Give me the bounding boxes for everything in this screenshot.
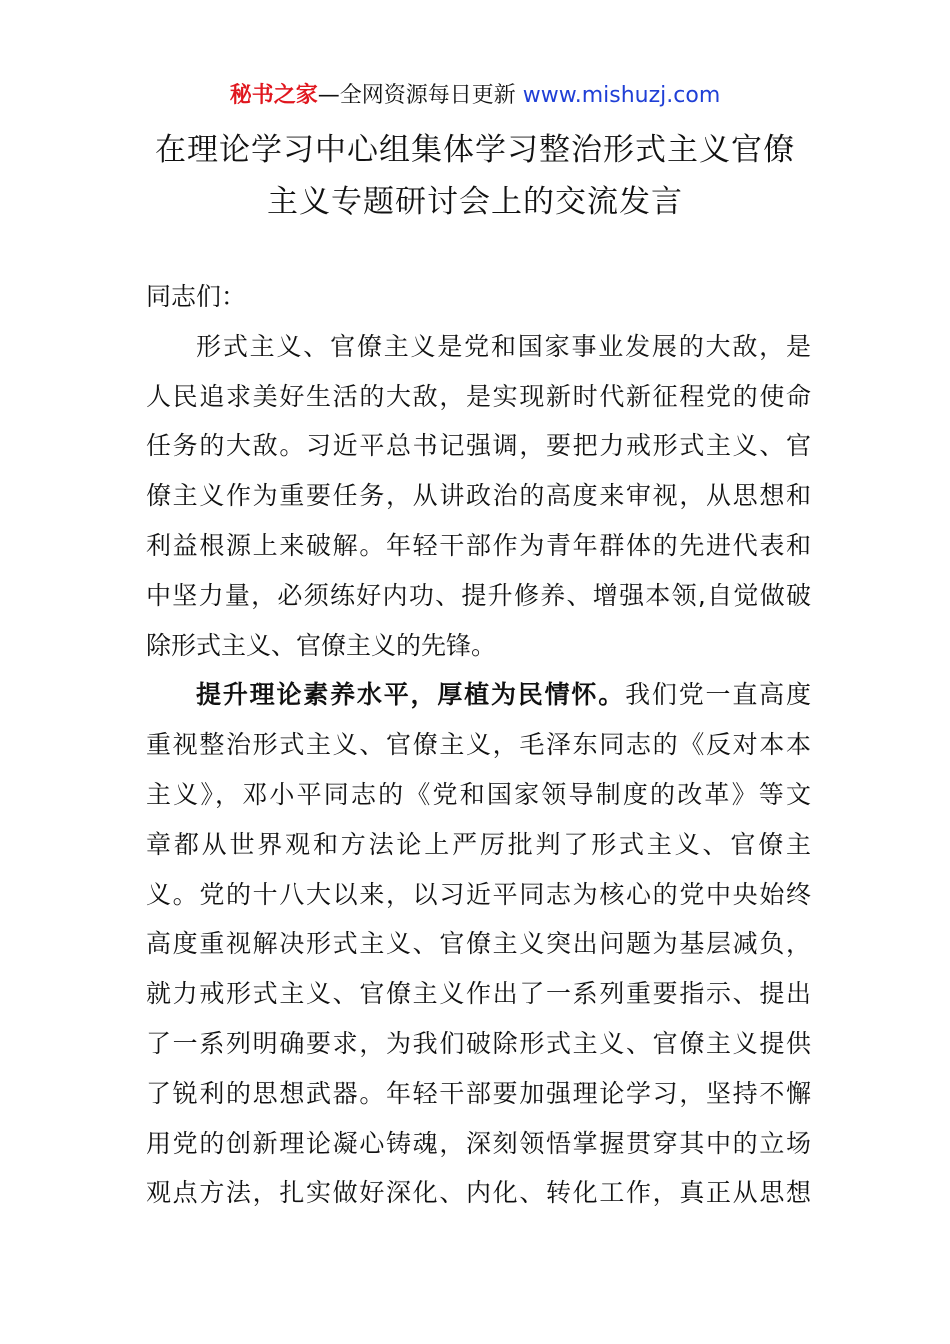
header-slogan: —全网资源每日更新 [317, 83, 523, 108]
paragraph-2-line: 义。党的十八大以来，以习近平同志为核心的党中央始终 [146, 879, 811, 909]
paragraph-2-line: 主义》，邓小平同志的《党和国家领导制度的改革》等文 [146, 779, 811, 809]
paragraph-2-line: 重视整治形式主义、官僚主义，毛泽东同志的《反对本本 [146, 730, 811, 760]
paragraph-2-first-line [146, 670, 811, 720]
paragraph-2-line: 观点方法，扎实做好深化、内化、转化工作，真正从思想 [146, 1178, 811, 1208]
title-line-1: 在理论学习中心组集体学习整治形式主义官僚 [155, 132, 795, 168]
paragraph-1-line: 利益根源上来破解。年轻干部作为青年群体的先进代表和 [146, 530, 811, 560]
title-line-2: 主义专题研讨会上的交流发言 [267, 184, 683, 220]
paragraph-2-line: 了锐利的思想武器。年轻干部要加强理论学习，坚持不懈 [146, 1078, 811, 1108]
site-header [0, 80, 950, 112]
site-url-link[interactable]: www.mishuzj.com [522, 83, 721, 108]
document-body [146, 272, 811, 1218]
paragraph-1-line: 任务的大敌。习近平总书记强调，要把力戒形式主义、官 [146, 431, 811, 461]
paragraph-2-line: 了一系列明确要求，为我们破除形式主义、官僚主义提供 [146, 1028, 811, 1058]
paragraph-1-line: 人民追求美好生活的大敌，是实现新时代新征程党的使命 [146, 381, 811, 411]
paragraph-2-line: 高度重视解决形式主义、官僚主义突出问题为基层减负， [146, 929, 811, 959]
paragraph-1-line: 形式主义、官僚主义是党和国家事业发展的大敌，是 [196, 331, 811, 361]
paragraph-2-line: 就力戒形式主义、官僚主义作出了一系列重要指示、提出 [146, 979, 811, 1009]
salutation: 同志们： [146, 282, 247, 311]
document-title [0, 124, 950, 228]
paragraph-1 [146, 322, 811, 671]
paragraph-2-line: 用党的创新理论凝心铸魂，深刻领悟掌握贯穿其中的立场 [146, 1128, 811, 1158]
paragraph-2-line: 章都从世界观和方法论上严厉批判了形式主义、官僚主 [146, 829, 811, 859]
paragraph-1-line: 除形式主义、官僚主义的先锋。 [146, 630, 497, 660]
paragraph-1-line: 中坚力量，必须练好内功、提升修养、增强本领,自觉做破 [146, 580, 811, 610]
paragraph-2 [146, 670, 811, 1218]
brand-name: 秘书之家 [229, 83, 318, 108]
paragraph-2-heading: 提升理论素养水平，厚植为民情怀。 [196, 680, 626, 710]
paragraph-1-line: 僚主义作为重要任务，从讲政治的高度来审视，从思想和 [146, 481, 811, 511]
paragraph-2-first-rest: 我们党一直高度 [625, 680, 811, 710]
